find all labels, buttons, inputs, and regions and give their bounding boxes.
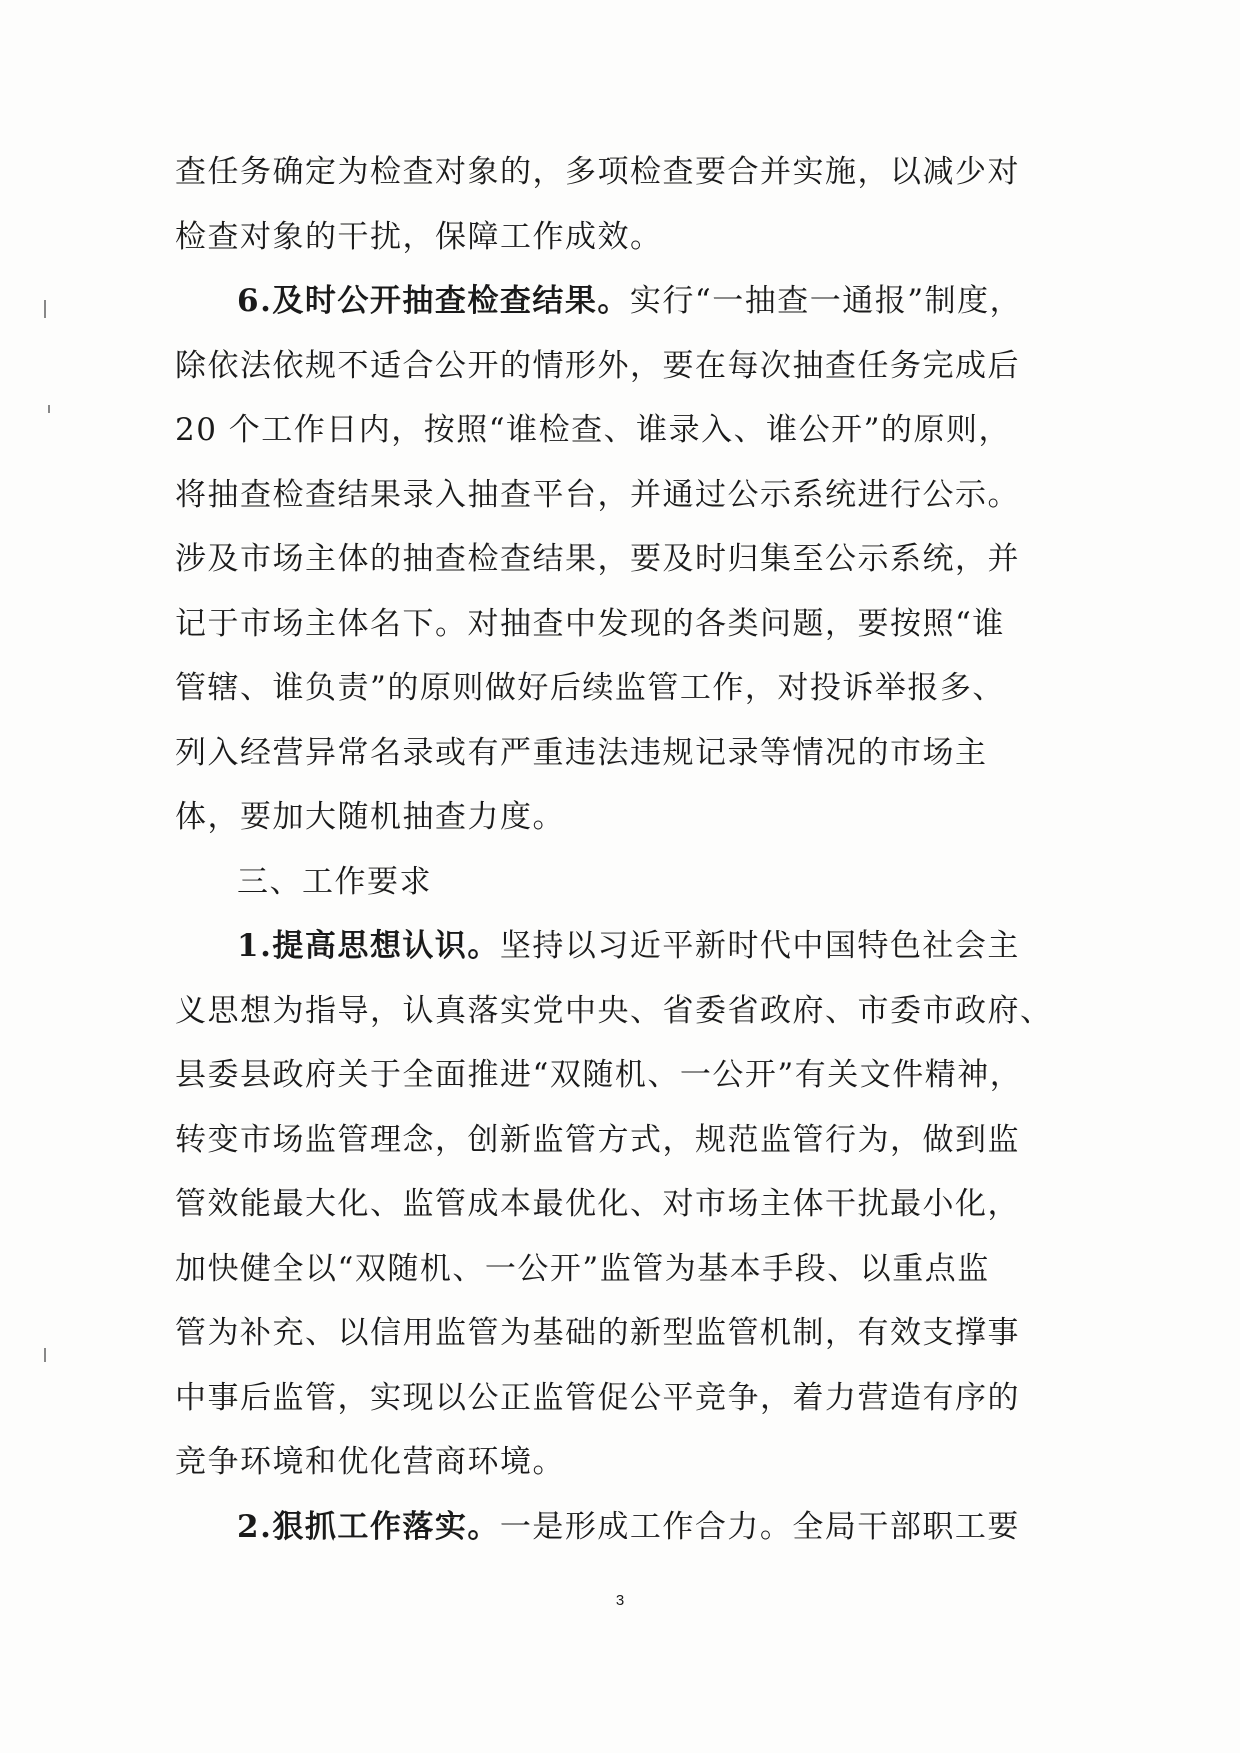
text-line: 体，要加大随机抽查力度。 [175, 799, 565, 835]
text-line: 义思想为指导，认真落实党中央、省委省政府、市委市政府、 [175, 992, 1053, 1029]
body-text [175, 140, 1055, 1559]
text-line: 管效能最大化、监管成本最优化、对市场主体干扰最小化， [175, 1186, 1020, 1222]
section-heading: 2.狠抓工作落实。 [237, 1508, 500, 1545]
text-line: 检查对象的干扰，保障工作成效。 [175, 218, 663, 255]
page-number: 3 [615, 1592, 625, 1609]
text-line: 查任务确定为检查对象的，多项检查要合并实施，以减少对 [175, 154, 1020, 190]
text-line: 转变市场监管理念，创新监管方式，规范监管行为，做到监 [175, 1121, 1020, 1158]
text-line: 管辖、谁负责”的原则做好后续监管工作，对投诉举报多、 [175, 670, 1005, 706]
text-line: 20 个工作日内，按照“谁检查、谁录入、谁公开”的原则， [175, 412, 1011, 448]
text-line: 1.提高思想认识。坚持以习近平新时代中国特色社会主 [237, 928, 1020, 964]
section-heading: 6.及时公开抽查检查结果。 [237, 283, 630, 319]
chapter-heading: 三、工作要求 [237, 863, 432, 900]
text-line: 涉及市场主体的抽查检查结果，要及时归集至公示系统，并 [175, 541, 1020, 577]
text-line: 县委县政府关于全面推进“双随机、一公开”有关文件精神， [175, 1057, 1023, 1093]
text-line: 6.及时公开抽查检查结果。实行“一抽查一通报”制度， [237, 283, 1023, 319]
scan-mark [44, 300, 46, 318]
text-line: 管为补充、以信用监管为基础的新型监管机制，有效支撑事 [175, 1315, 1020, 1351]
text-line: 2.狠抓工作落实。一是形成工作合力。全局干部职工要 [237, 1508, 1020, 1545]
text-line: 加快健全以“双随机、一公开”监管为基本手段、以重点监 [175, 1250, 990, 1287]
text-line: 列入经营异常名录或有严重违法违规记录等情况的市场主 [175, 734, 988, 771]
section-heading: 1.提高思想认识。 [237, 928, 500, 964]
scan-mark [48, 405, 50, 413]
text-line: 中事后监管，实现以公正监管促公平竞争，着力营造有序的 [175, 1379, 1020, 1416]
scan-mark [44, 1348, 46, 1362]
text-line: 竞争环境和优化营商环境。 [175, 1444, 565, 1480]
text-line: 将抽查检查结果录入抽查平台，并通过公示系统进行公示。 [175, 476, 1020, 513]
text-line: 除依法依规不适合公开的情形外，要在每次抽查任务完成后 [175, 347, 1020, 384]
text-line: 记于市场主体名下。对抽查中发现的各类问题，要按照“谁 [175, 605, 1005, 642]
